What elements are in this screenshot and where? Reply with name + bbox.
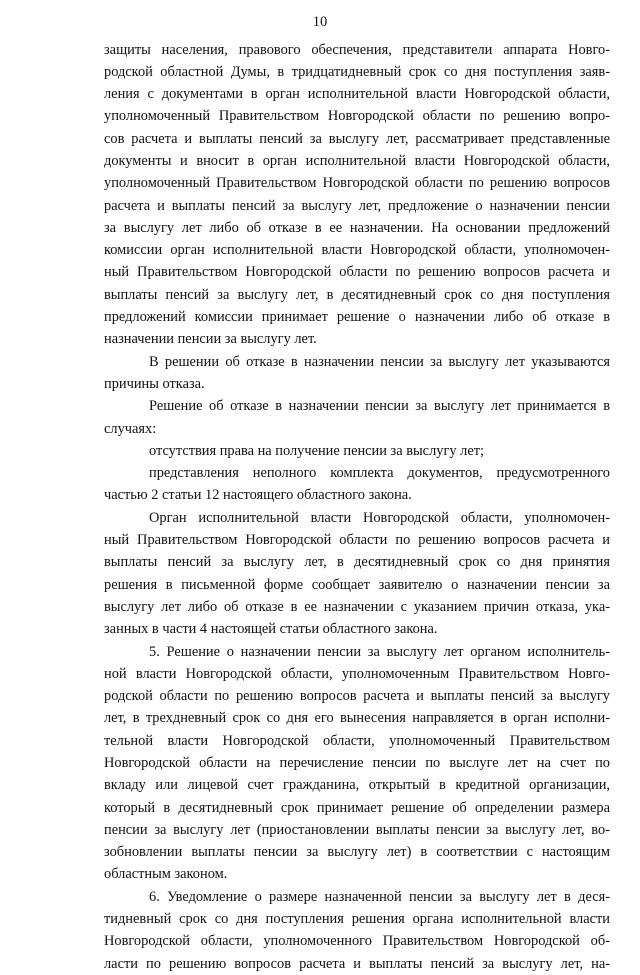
text-line: случаях: <box>104 420 157 437</box>
text-line: выплаты пенсий за выслугу лет, в десятидневный срок со дня поступления <box>104 286 610 303</box>
document-body <box>104 39 610 975</box>
text-line: частью 2 статьи 12 настоящего областного закона. <box>104 487 412 504</box>
text-line: вкладу или лицевой счет гражданина, открытый в кредитной организации, <box>104 777 610 794</box>
text-line: лет, в трехдневный срок со дня его вынесения направляется в орган исполни- <box>104 710 610 727</box>
text-line: тельной власти Новгородской области, уполномоченный Правительством <box>104 732 610 749</box>
text-line: уполномоченный Правительством Новгородской области по решению вопро- <box>104 108 610 125</box>
text-line: ный Правительством Новгородской области по решению вопросов расчета и <box>104 264 610 281</box>
text-line: Решение об отказе в назначении пенсии за выслугу лет принимается в <box>149 398 610 415</box>
text-line: ласти по решению вопросов расчета и выплаты пенсий за выслугу лет, на- <box>104 955 610 972</box>
text-line: документы и вносит в орган исполнительной власти Новгородской области, <box>104 152 610 169</box>
text-line: назначении пенсии за выслугу лет. <box>104 331 317 348</box>
text-line: областным законом. <box>104 866 228 883</box>
text-line: родской областной Думы, в тридцатидневный срок со дня поступления заяв- <box>104 63 610 80</box>
text-line: 6. Уведомление о размере назначенной пенсии за выслугу лет в деся- <box>149 888 610 905</box>
text-line: который в десятидневный срок принимает решение об определении размера <box>104 799 610 816</box>
text-line: сов расчета и выплаты пенсий за выслугу лет, рассматривает представленные <box>104 130 610 147</box>
text-line: уполномоченный Правительством Новгородской области по решению вопросов <box>104 175 610 192</box>
text-line: выслугу лет либо об отказе в ее назначении с указанием причин отказа, ука- <box>104 598 610 615</box>
text-line: занных в части 4 настоящей статьи областного закона. <box>104 621 438 638</box>
text-line: 5. Решение о назначении пенсии за выслугу лет органом исполнитель- <box>149 643 610 660</box>
text-line: пенсии за выслугу лет (приостановлении выплаты пенсии за выслугу лет, во- <box>104 821 610 838</box>
text-line: расчета и выплаты пенсий за выслугу лет, предложение о назначении пенсии <box>104 197 610 214</box>
text-line: ной власти Новгородской области, уполномоченным Правительством Новго- <box>104 665 610 682</box>
text-line: тидневный срок со дня поступления решения органа исполнительной власти <box>104 911 610 928</box>
text-line: решения в письменной форме сообщает заявителю о назначении пенсии за <box>104 576 610 593</box>
text-line: Новгородской области на перечисление пенсии по выслуге лет на счет по <box>104 755 610 771</box>
text-line: Орган исполнительной власти Новгородской области, уполномочен- <box>149 509 610 526</box>
text-line: В решении об отказе в назначении пенсии за выслугу лет указываются <box>149 353 610 370</box>
text-line: выплаты пенсий за выслугу лет, в десятидневный срок со дня принятия <box>104 554 610 571</box>
text-line: представления неполного комплекта документов, предусмотренного <box>149 465 610 482</box>
text-line: за выслугу лет либо об отказе в ее назначении. На основании предложений <box>104 219 610 236</box>
text-line: ный Правительством Новгородской области по решению вопросов расчета и <box>104 532 610 549</box>
text-line: родской области по решению вопросов расчета и выплаты пенсий за выслугу <box>104 688 610 705</box>
text-line: зобновлении выплаты пенсии за выслугу лет) в соответствии с настоящим <box>104 844 610 861</box>
text-line: предложений комиссии принимает решение о назначении либо об отказе в <box>104 309 610 326</box>
page-number: 10 <box>312 14 328 30</box>
text-line: причины отказа. <box>104 375 205 392</box>
text-line: отсутствия права на получение пенсии за выслугу лет; <box>149 442 484 459</box>
text-line: защиты населения, правового обеспечения, представители аппарата Новго- <box>104 41 610 58</box>
text-line: ления с документами в орган исполнительной власти Новгородской области, <box>104 86 610 103</box>
text-line: комиссии орган исполнительной власти Новгородской области, уполномочен- <box>104 242 610 259</box>
text-line: Новгородской области, уполномоченного Правительством Новгородской об- <box>104 933 610 950</box>
